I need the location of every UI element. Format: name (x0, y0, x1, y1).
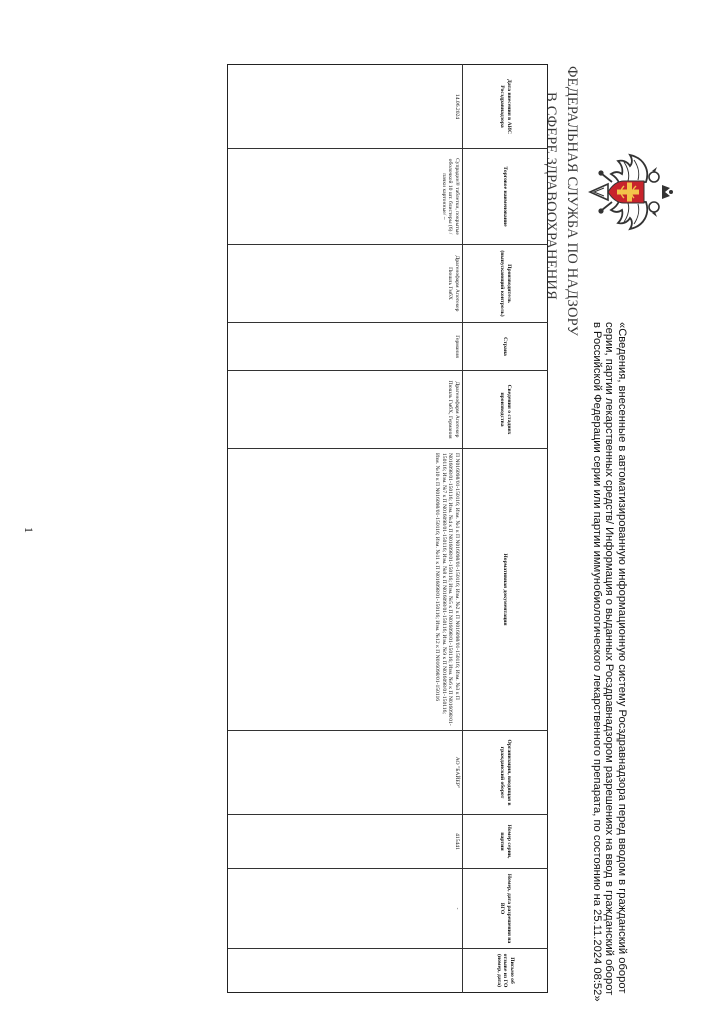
cell-production-stages: Драгенофарм Апотекер Пюшль ГмбХ, Германия (228, 371, 463, 449)
document-title: «Сведения, внесенные в автоматизированную информационную систему Росздравнадзора перед вводом в гражданский оборот серии, партии лекарственных средств/ Информация о выданных Росздравнадзором разрешениях на ввод в гражданский оборот в Российской Федерации серии или партии иммунобиологического лекарственного препарата, по состоянию на 25.11.2024 08:52» (590, 322, 628, 1002)
column-header-normative-documentation: Нормативная документация (463, 449, 548, 731)
column-header-recall-letter: Письмо об отзыве из ГО (номер, дата) (463, 949, 548, 993)
cell-trade-name: Супрадин® таблетки, покрытые оболочкой 10 шт. блистеры (6) /пачки картонные/ ~ (228, 149, 463, 245)
column-header-manufacturer: Производитель (выпускающий контроль) (463, 245, 548, 323)
double-headed-eagle-emblem-icon (586, 152, 674, 232)
column-header-vgo-permit: Номер, дата разрешения на ВГО (463, 869, 548, 949)
column-header-organization: Организация, вводящая в гражданский оборот (463, 731, 548, 815)
cell-recall-letter (228, 949, 463, 993)
column-header-production-stages: Сведения о стадиях производства (463, 371, 548, 449)
cell-organization: АО "БАЙЕР" (228, 731, 463, 815)
column-header-trade-name: Торговое наименование (463, 149, 548, 245)
cell-vgo-permit: - (228, 869, 463, 949)
cell-normative-documentation: П N016098/01-150116; Изм. №1 к П N016098/01-150116; Изм. №2 к П N016098/01-150116; Изм. №3 к П N016098/01-150116; Изм. №4 к П N016098/01-150116; Изм. №5 к П N016098/01-150116; Изм. №6 к П N016098/01-150116; Изм. №7 к П N016098/01-150116; Изм. №8 к П N016098/01-150116; Изм. №9 к П N016098/01-150116; Изм. №10 к П N016098/01-150116; Изм. №11 к П N016098/01-150116; Изм. №12 к П N016098/01-150116 (228, 449, 463, 731)
registry-table (227, 64, 548, 993)
cell-country: Германия (228, 323, 463, 371)
agency-name-line1: ФЕДЕРАЛЬНАЯ СЛУЖБА ПО НАДЗОРУ (564, 66, 580, 337)
column-header-entry-date: Дата внесения в АИС Росздравнадзора (463, 65, 548, 149)
page-number: 1 (22, 527, 36, 533)
table-row (228, 65, 463, 993)
column-header-batch-number: Номер серии, партии (463, 815, 548, 869)
table-header-row (463, 65, 548, 993)
column-header-country: Страна (463, 323, 548, 371)
agency-name-line2: В СФЕРЕ ЗДРАВООХРАНЕНИЯ (543, 92, 559, 300)
cell-manufacturer: Драгенофарм Апотекер Пюшль ГмбХ (228, 245, 463, 323)
cell-entry-date: 14.06.2024 (228, 65, 463, 149)
cell-batch-number: 415441 (228, 815, 463, 869)
